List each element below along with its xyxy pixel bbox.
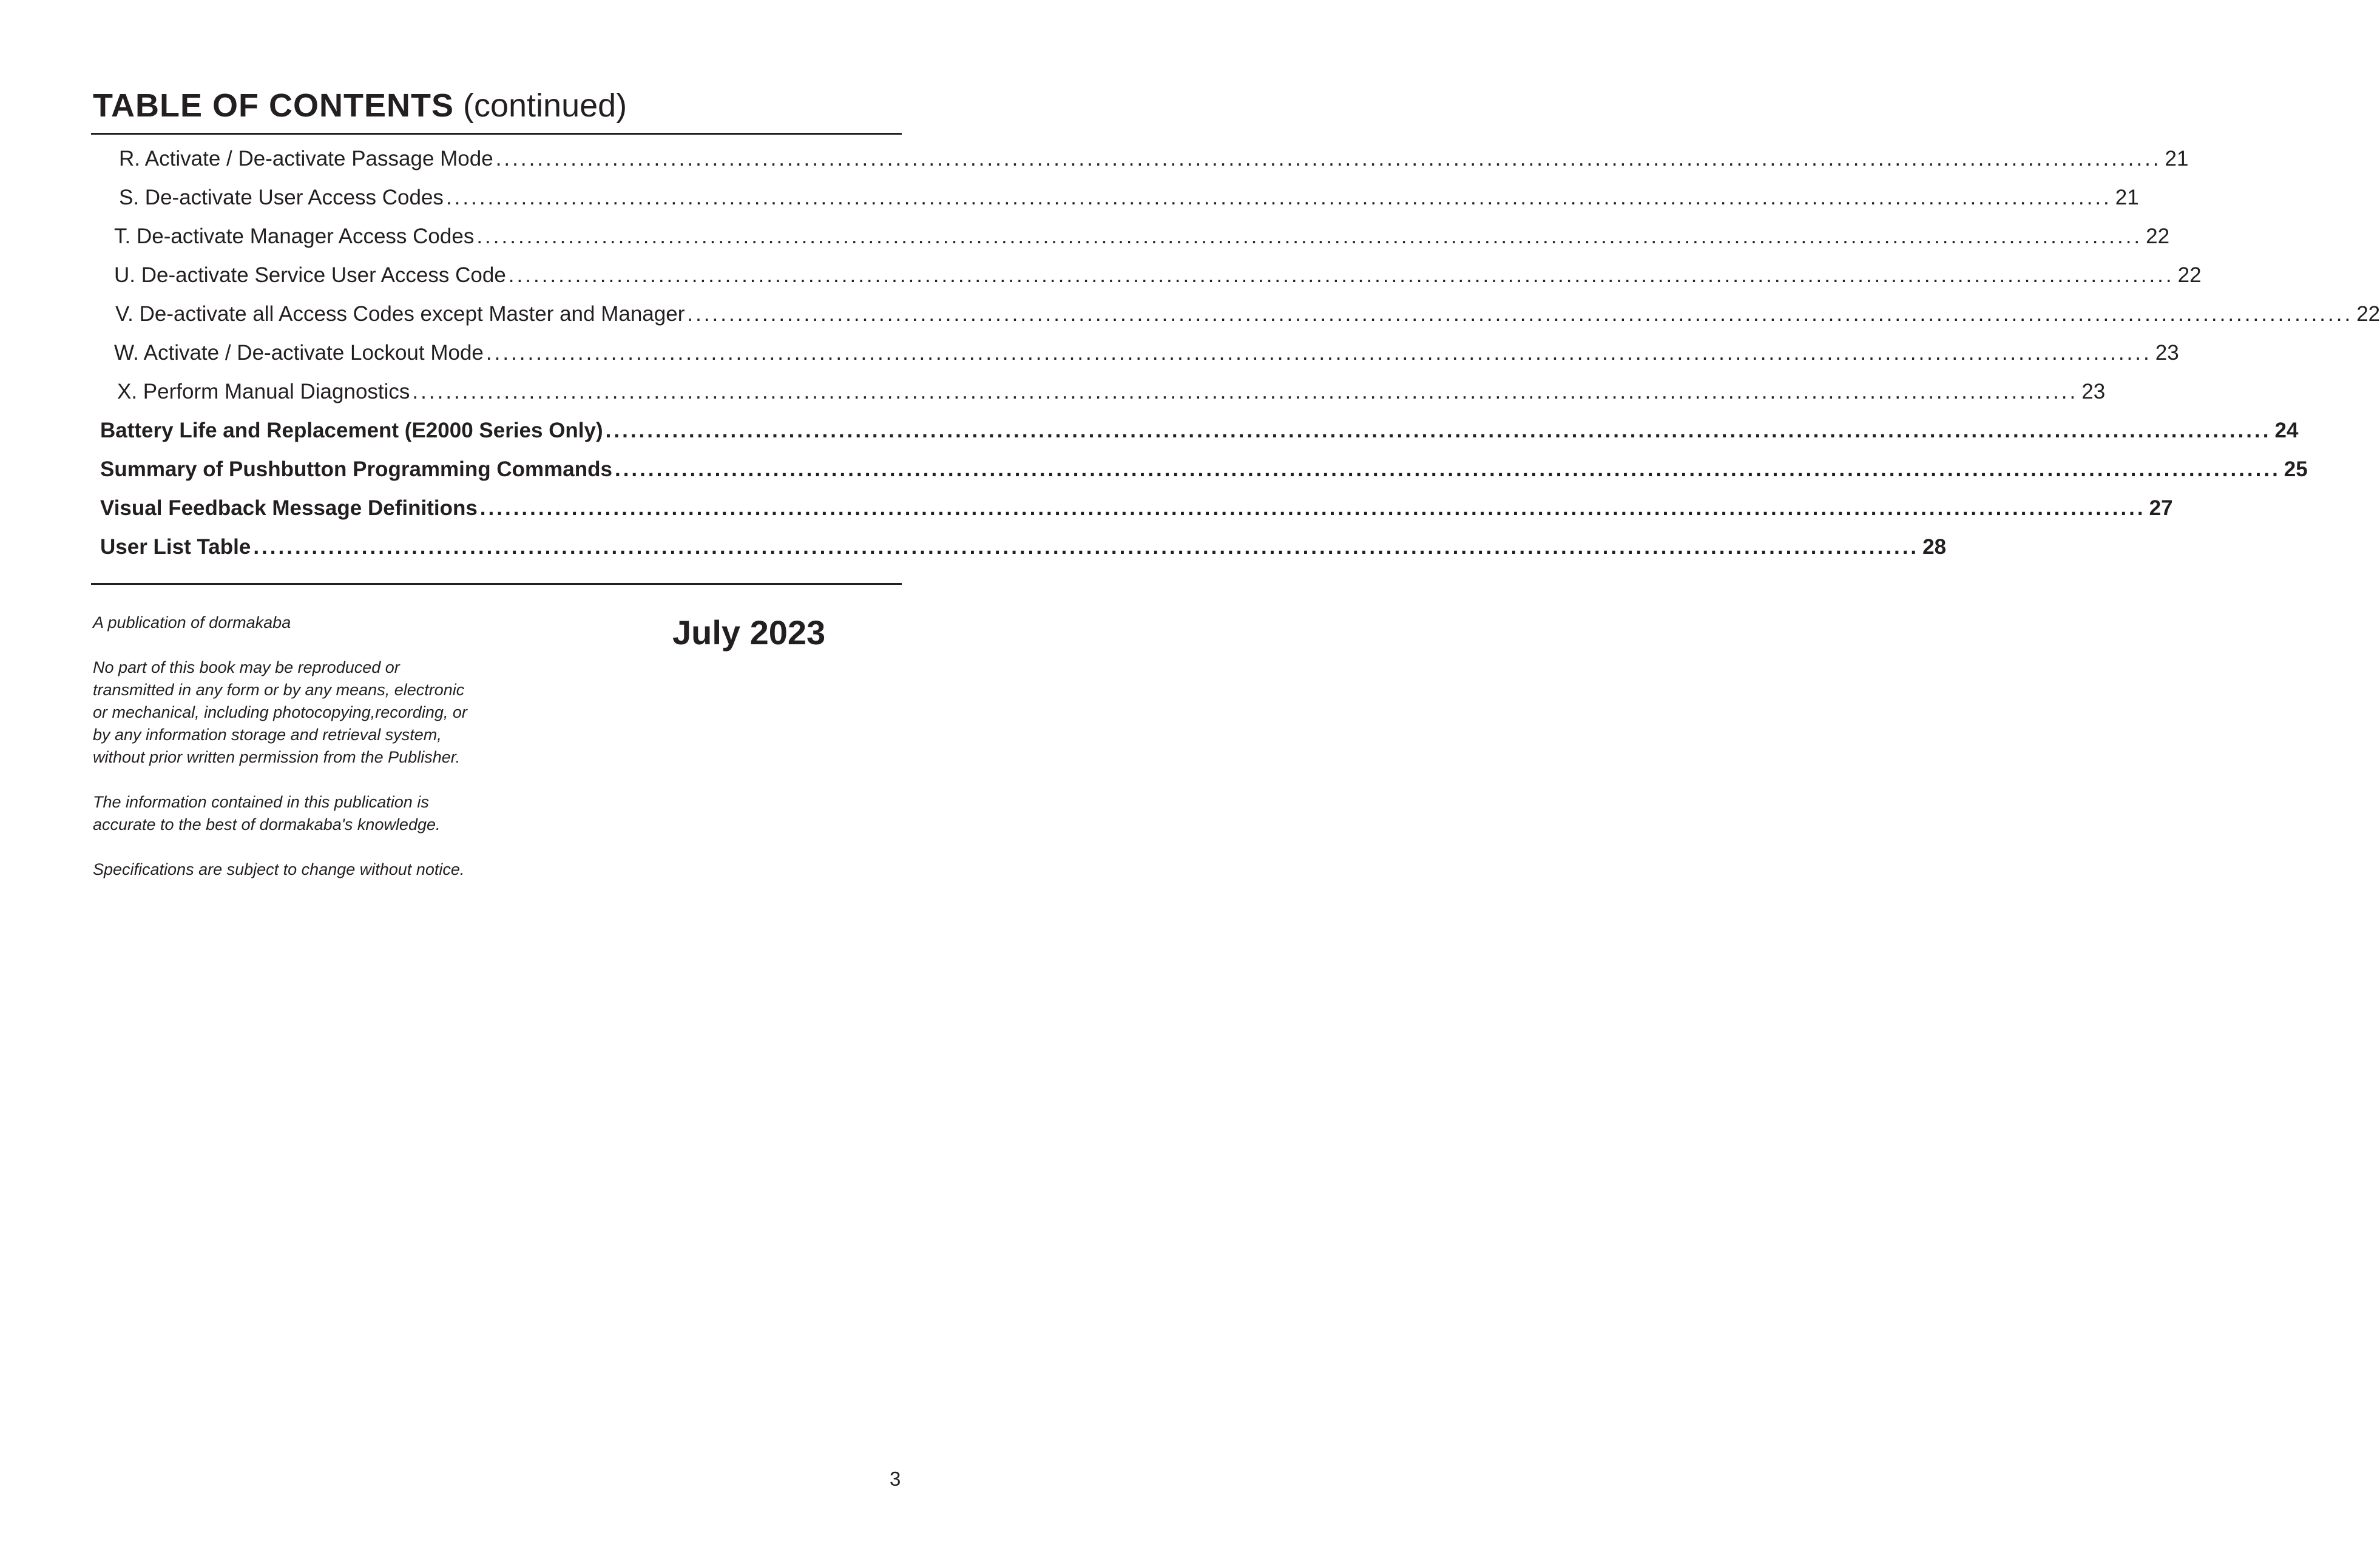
accuracy-brand: dormakaba's	[259, 815, 353, 834]
accuracy-prefix: The information contained in this publication is accurate to the best of	[93, 793, 429, 834]
toc-dot-leader: ........................................................................................................................................................................................................	[253, 535, 1919, 559]
toc-dot-leader: ........................................................................................................................................................................................................	[476, 224, 2143, 248]
copyright-notice: No part of this book may be reproduced or transmitted in any form or by any means, electronic or mechanical, including photocopying,recording, or by any information storage and retrieval system, without prior written permission from the Publisher.	[93, 658, 467, 766]
specifications-notice: Specifications are subject to change without notice.	[93, 860, 465, 878]
page-number: 3	[890, 1468, 901, 1490]
page-title-suffix: (continued)	[462, 87, 627, 124]
toc-entry-page: 23	[2081, 380, 2106, 403]
top-divider	[91, 133, 902, 135]
toc-entry-page: 22	[2146, 224, 2170, 248]
bottom-divider	[91, 583, 902, 585]
toc-entry[interactable]	[114, 334, 2179, 372]
publisher-brand: dormakaba	[209, 613, 291, 632]
toc-entry[interactable]	[115, 295, 2380, 334]
publication-date: July 2023	[672, 613, 826, 652]
publisher-prefix: A publication of	[93, 613, 209, 632]
toc-entry-title: S. De-activate User Access Codes	[119, 186, 444, 209]
toc-dot-leader: ........................................................................................................................................................................................................	[445, 186, 2112, 209]
toc-dot-leader: ........................................................................................................................................................................................................	[479, 496, 2146, 520]
toc-dot-leader: ........................................................................................................................................................................................................	[485, 341, 2152, 365]
toc-entry[interactable]	[100, 528, 1947, 567]
toc-entry[interactable]	[114, 256, 2202, 295]
toc-entry[interactable]	[117, 372, 2106, 411]
toc-dot-leader: ........................................................................................................................................................................................................	[614, 457, 2280, 481]
toc-entry[interactable]	[100, 450, 2308, 489]
toc-entry-title: Summary of Pushbutton Programming Commands	[100, 457, 612, 481]
toc-entry-title: V. De-activate all Access Codes except Master and Manager	[115, 302, 685, 326]
toc-entry-title: R. Activate / De-activate Passage Mode	[119, 147, 493, 170]
toc-entry[interactable]	[119, 178, 2139, 217]
toc-entry[interactable]	[114, 217, 2170, 256]
toc-entry-page: 23	[2155, 341, 2179, 365]
accuracy-suffix: knowledge.	[353, 815, 441, 834]
toc-entry-title: W. Activate / De-activate Lockout Mode	[114, 341, 484, 365]
toc-entry-title: U. De-activate Service User Access Code	[114, 263, 506, 287]
page-title-main: TABLE OF CONTENTS	[93, 87, 454, 124]
page-title	[93, 86, 627, 125]
toc-dot-leader: ........................................................................................................................................................................................................	[687, 302, 2353, 326]
toc-dot-leader: ........................................................................................................................................................................................................	[605, 419, 2271, 442]
toc-entry[interactable]	[100, 411, 2299, 450]
toc-entry-page: 28	[1922, 535, 1947, 559]
toc-entry-title: Battery Life and Replacement (E2000 Series Only)	[100, 419, 603, 442]
accuracy-notice	[93, 791, 481, 836]
toc-entry[interactable]	[100, 489, 2173, 528]
toc-entry-title: X. Perform Manual Diagnostics	[117, 380, 410, 403]
toc-entry-page: 22	[2177, 263, 2202, 287]
toc-dot-leader: ........................................................................................................................................................................................................	[412, 380, 2078, 403]
toc-entry[interactable]	[119, 140, 2189, 178]
toc-entry-page: 25	[2284, 457, 2308, 481]
toc-entry-title: T. De-activate Manager Access Codes	[114, 224, 475, 248]
toc-dot-leader: ........................................................................................................................................................................................................	[508, 263, 2174, 287]
toc-entry-title: User List Table	[100, 535, 251, 559]
publication-notice	[93, 612, 481, 881]
publisher-line	[93, 612, 481, 634]
toc-entry-title: Visual Feedback Message Definitions	[100, 496, 478, 520]
toc-entry-page: 21	[2165, 147, 2189, 170]
toc-entry-page: 27	[2149, 496, 2173, 520]
toc-entry-page: 22	[2356, 302, 2380, 326]
toc-entry-page: 21	[2115, 186, 2139, 209]
toc-dot-leader: ........................................................................................................................................................................................................	[495, 147, 2162, 170]
toc-entry-page: 24	[2274, 419, 2299, 442]
